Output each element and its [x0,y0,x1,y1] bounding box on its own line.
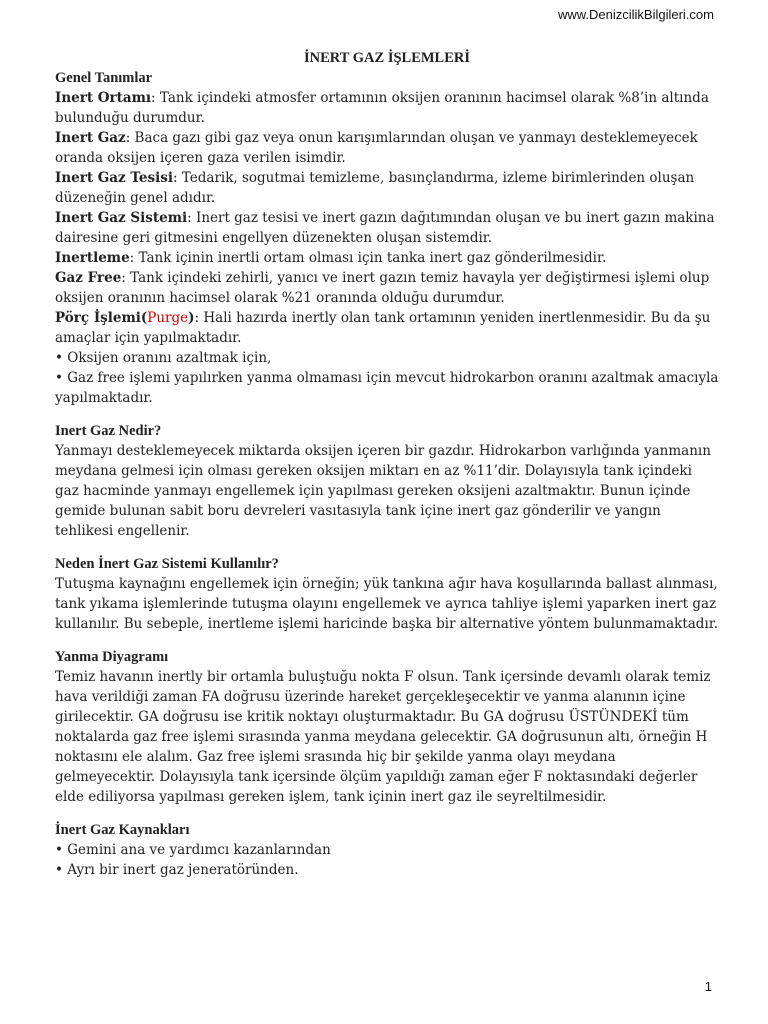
spacer [55,541,719,554]
definition-inertleme [55,248,719,268]
definition-inert-gaz-tesisi [55,168,719,208]
section-heading-what: Inert Gaz Nedir? [55,423,162,439]
definition-inert-ortami [55,88,719,128]
section-heading-diagram: Yanma Diyagramı [55,649,169,665]
definition-gaz-free [55,268,719,308]
definition-term: Inert Gaz Sistemi [55,210,188,226]
section-heading-why: Neden İnert Gaz Sistemi Kullanılır? [55,556,279,572]
document-body [55,48,719,880]
definition-term: Inert Gaz [55,130,126,146]
page-title: İNERT GAZ İŞLEMLERİ [303,50,471,66]
site-url: www.DenizcilikBilgileri.com [557,7,714,22]
purge-open-paren: ( [140,310,148,326]
definition-text: : Tank içinin inertli ortam olması için tanka inert gaz gönderilmesidir. [129,250,607,266]
spacer [55,807,719,820]
section-text-why: Tutuşma kaynağını engellemek için örneğin; yük tankına ağır hava koşullarında ballast alınması, tank yıkama işlemlerinde tutuşma olayını engellemek ve ayrıca tahliye işlemi yaparken inert gaz kullanılır. Bu sebeple, inertleme işlemi haricinde başka bir alternative yöntem bulunmamaktadır. [55,576,719,632]
definition-text: : Tank içindeki zehirli, yanıcı ve inert gazın temiz havayla yer değiştirmesi işlemi olup oksijen oranının hacimsel olarak %21 oranında olduğu durumdur. [55,270,710,306]
definition-term: Inertleme [55,250,130,266]
list-item: • Ayrı bir inert gaz jeneratöründen. [55,862,299,878]
definition-text: : Tedarik, sogutmai temizleme, basınçlandırma, izleme birimlerinden oluşan düzeneğin genel adıdır. [55,170,695,206]
list-item: • Gemini ana ve yardımcı kazanlarından [55,842,331,858]
general-definitions-heading: Genel Tanımlar [55,70,153,86]
list-item: • Gaz free işlemi yapılırken yanma olmaması için mevcut hidrokarbon oranını azaltmak amacıyla yapılmaktadır. [55,370,719,406]
definition-text: : Inert gaz tesisi ve inert gazın dağıtımından oluşan ve bu inert gazın makina dairesine geri gitmesini engellyen düzenekten oluşan sistemdir. [55,210,715,246]
definition-term: Inert Gaz Tesisi [55,170,173,186]
section-text-what: Yanmayı desteklemeyecek miktarda oksijen içeren bir gazdır. Hidrokarbon varlığında yanmanın meydana gelmesi için olması gereken oksijen miktarı en az %11’dir. Dolayısıyla tank içindeki gaz hacminde yanmayı engellemek için yapılması gereken oksijeni azaltmaktır. Bunun içinde gemide bulunan sabit boru devreleri vasıtasıyla tank içine inert gaz gönderilir ve yangın tehlikesi engellenir. [55,443,711,539]
spacer [55,408,719,421]
definition-text: : Hali hazırda inertly olan tank ortamının yeniden inertlenmesidir. Bu da şu amaçlar için yapılmaktadır. [55,310,711,346]
list-item: • Oksijen oranını azaltmak için, [55,350,272,366]
definition-term: Gaz Free [55,270,122,286]
purge-highlight: Purge [147,310,189,326]
definition-inert-gaz [55,128,719,168]
section-text-diagram: Temiz havanın inertly bir ortamla buluştuğu nokta F olsun. Tank içersinde devamlı olarak temiz hava verildiği zaman FA doğrusu üzerinde hareket gerçekleşecektir ve yanma alanının içine girilecektir. GA doğrusu ise kritik noktayı oluşturmaktadır. Bu GA doğrusu ÜSTÜNDEKİ tüm noktalarda gaz free işlemi sırasında yanma meydana gelecektir. GA doğrusunun altı, örneğin H noktasını ele alalım. Gaz free işlemi srasında hiç bir şekilde yanma olayı meydana gelmeyecektir. Dolayısıyla tank içersinde ölçüm yapıldığı zaman eğer F noktasındaki değerler elde ediliyorsa yapılması gereken işlem, tank içinin inert gaz ile seyreltilmesidir. [55,669,711,805]
purge-close-paren: ) [188,310,195,326]
page-number: 1 [704,979,712,994]
definition-term: Inert Ortamı [55,90,152,106]
spacer [55,634,719,647]
definition-term: Pörç İşlemi [55,310,141,326]
definition-inert-gaz-sistemi [55,208,719,248]
definition-text: : Baca gazı gibi gaz veya onun karışımlarından oluşan ve yanmayı desteklemeyecek oranda oksijen içeren gaza verilen isimdir. [55,130,698,166]
definition-purge [55,308,719,348]
definition-text: : Tank içindeki atmosfer ortamının oksijen oranının hacimsel olarak %8’in altında bulunduğu durumdur. [55,90,709,126]
section-heading-sources: İnert Gaz Kaynakları [55,822,190,838]
